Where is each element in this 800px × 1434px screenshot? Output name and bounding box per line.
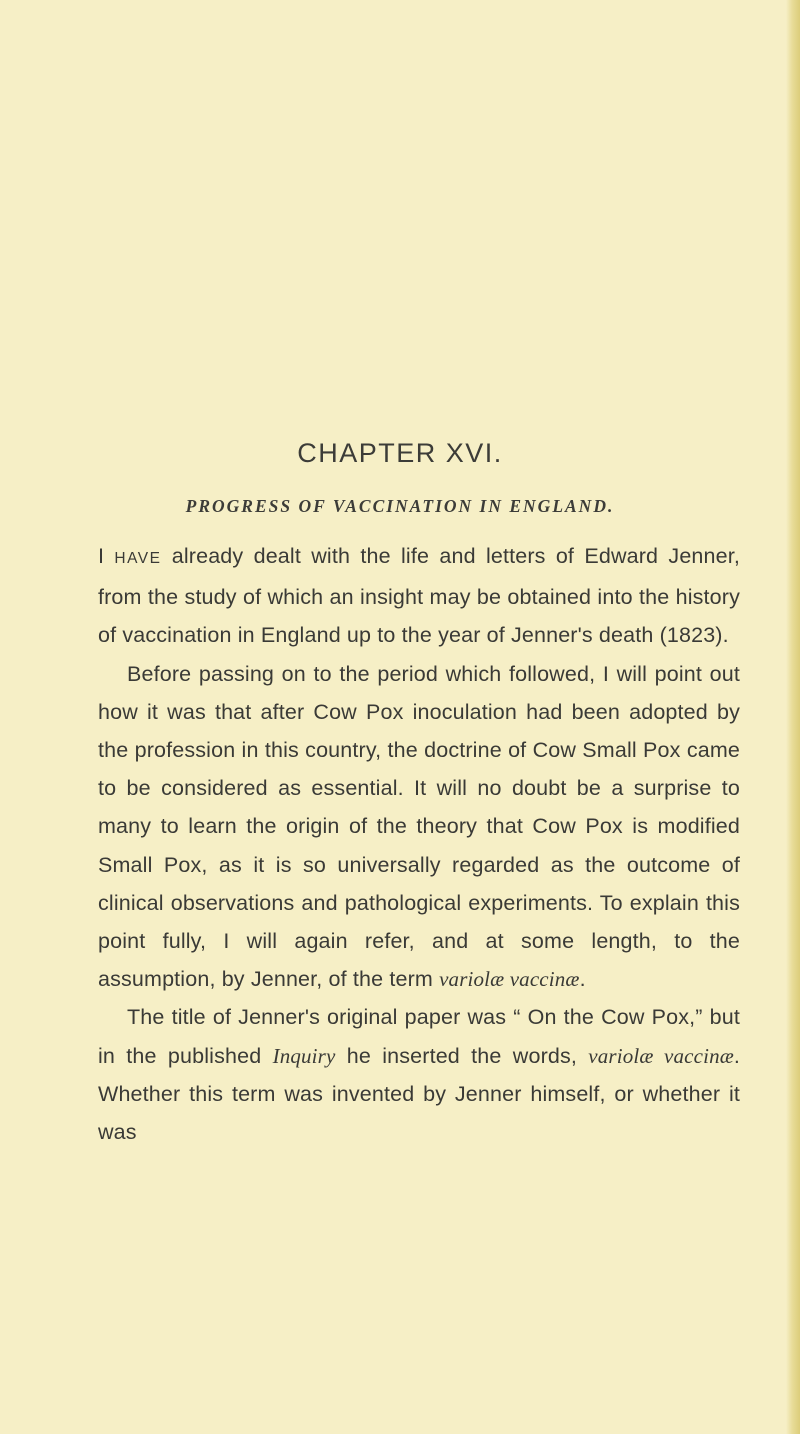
paragraph-3 <box>98 998 740 1151</box>
body-text <box>98 537 740 1151</box>
paragraph-2-text: Before passing on to the period which followed, I will point out how it was that after Cow Pox inoculation had been adopted by the profession in this country, the doctrine of Cow Small Pox came to be considered as essential. It will no doubt be a surprise to many to learn the origin of the theory that Cow Pox is modified Small Pox, as it is so universally regarded as the outcome of clinical observations and pathological experiments. To explain this point fully, I will again refer, and at some length, to the assumption, by Jenner, of the term <box>98 661 740 992</box>
paragraph-2-end: . <box>579 967 586 992</box>
paragraph-3-work: Inquiry <box>272 1043 336 1068</box>
paragraph-1-initial: I <box>98 544 105 568</box>
paragraph-1 <box>98 537 740 655</box>
page-edge-shadow <box>786 0 800 1434</box>
paragraph-1-text: already dealt with the life and letters of Edward Jenner, from the study of which an insight may be obtained into the history of vaccination in England up to the year of Jenner's death (1823). <box>98 544 740 648</box>
chapter-title: CHAPTER XVI. <box>297 438 503 468</box>
paragraph-2 <box>98 655 740 999</box>
paragraph-3-text-b: he inserted the words, <box>346 1043 578 1068</box>
paragraph-3-text-a: The title of Jenner's original paper was “ On the Cow Pox,” but in the published <box>98 1005 740 1068</box>
chapter-subtitle: PROGRESS OF VACCINATION IN ENGLAND. <box>185 496 615 516</box>
paragraph-3-term: variolæ vaccinæ <box>588 1043 734 1068</box>
paragraph-1-smallcaps: HAVE <box>114 550 162 567</box>
paragraph-2-term: variolæ vaccinæ <box>439 967 580 992</box>
paragraph-3-text-c: . Whether this term was invented by Jenner himself, or whether it was <box>98 1043 741 1145</box>
